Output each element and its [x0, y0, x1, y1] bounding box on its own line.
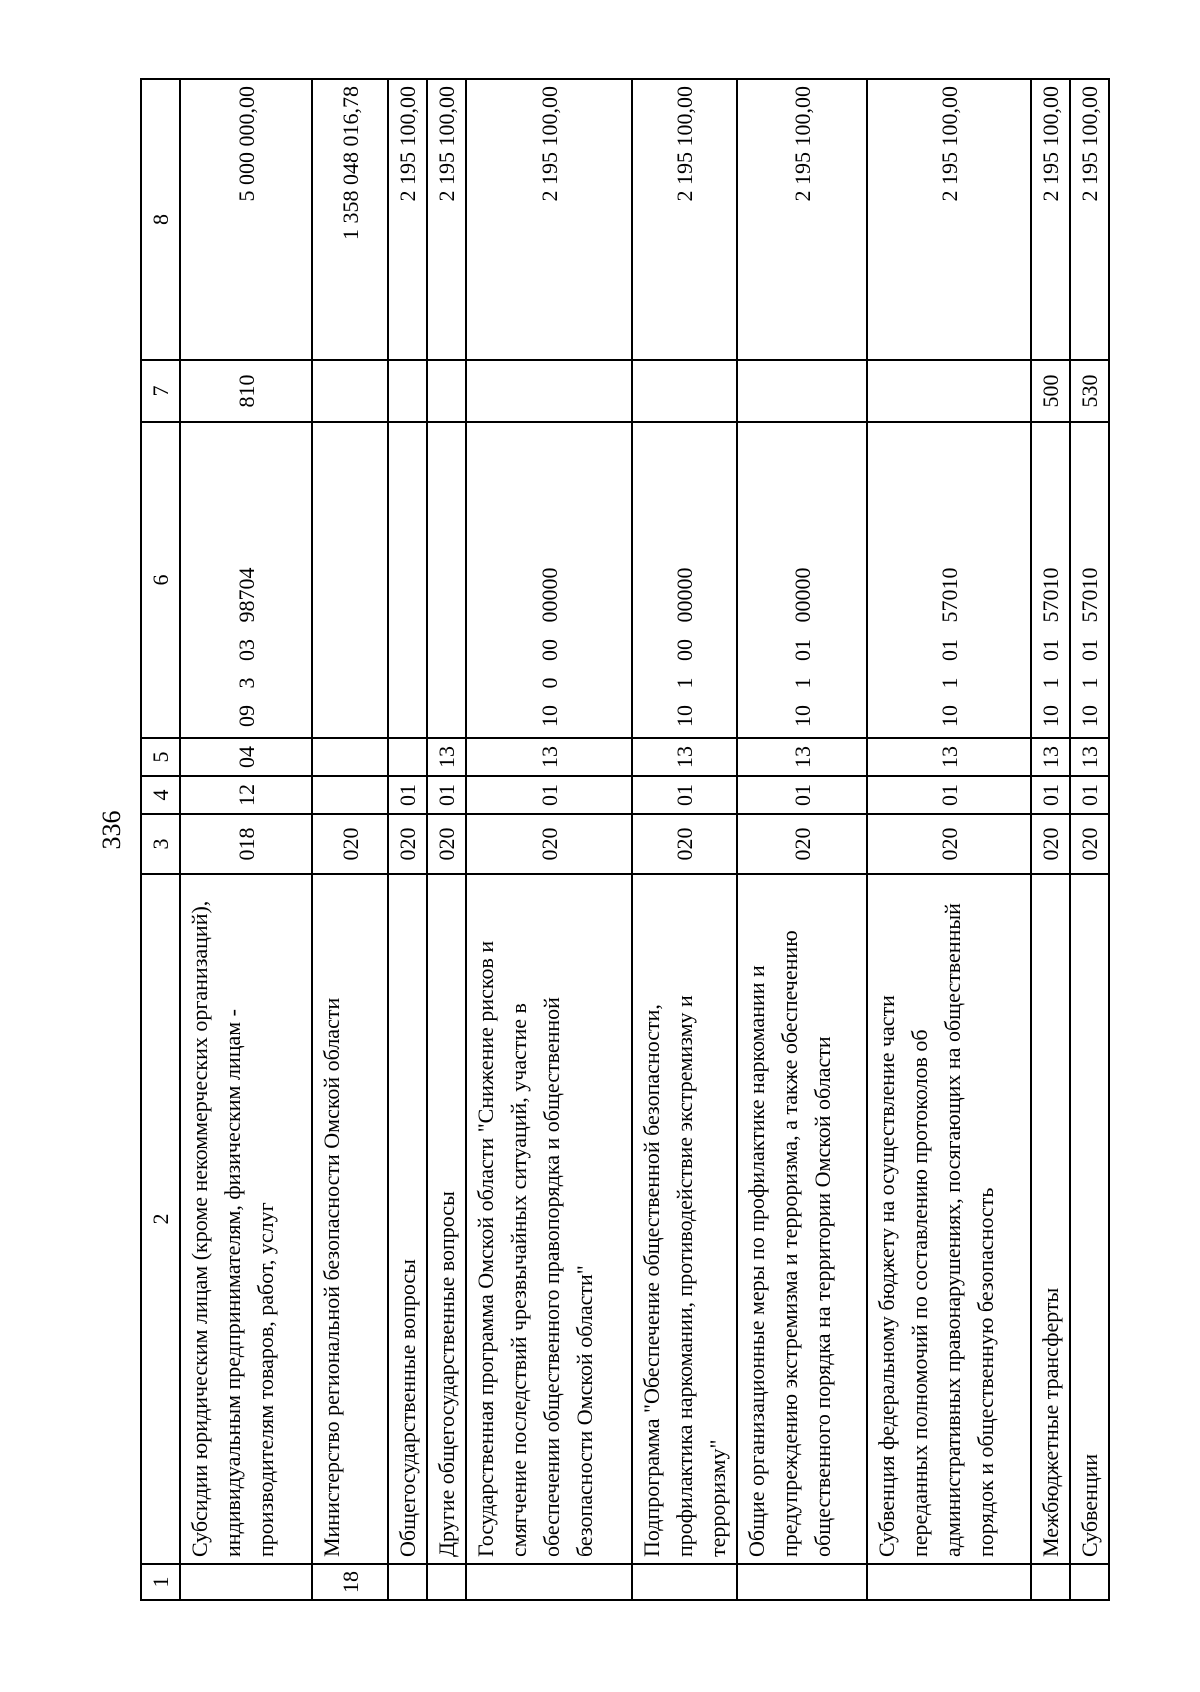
amount: 1 358 048 016,78	[312, 79, 388, 360]
row-number	[466, 1564, 632, 1600]
amount: 2 195 100,00	[1070, 79, 1109, 360]
section-code: 12	[180, 776, 312, 814]
item-name: Министерство региональной безопасности Омской области	[312, 874, 388, 1564]
item-name: Субсидии юридическим лицам (кроме некоммерческих организаций), индивидуальным предпринимателям, физическим лицам - производителям товаров, работ, услуг	[180, 874, 312, 1564]
ministry-code: 020	[466, 814, 632, 874]
ministry-code: 020	[737, 814, 867, 874]
row-number	[388, 1564, 427, 1600]
ministry-code: 020	[1070, 814, 1109, 874]
amount: 2 195 100,00	[466, 79, 632, 360]
expense-type-code	[737, 360, 867, 422]
column-header: 8	[141, 79, 180, 360]
page-number: 336	[97, 810, 126, 850]
amount: 2 195 100,00	[388, 79, 427, 360]
subsection-code: 13	[1070, 738, 1109, 776]
subsection-code: 13	[466, 738, 632, 776]
ministry-code: 020	[867, 814, 1031, 874]
row-number	[180, 1564, 312, 1600]
amount: 2 195 100,00	[737, 79, 867, 360]
ministry-code: 018	[180, 814, 312, 874]
ministry-code: 020	[632, 814, 737, 874]
target-article-code	[388, 422, 427, 738]
section-code: 01	[1070, 776, 1109, 814]
table-row	[388, 79, 427, 1600]
section-code: 01	[466, 776, 632, 814]
expense-type-code	[466, 360, 632, 422]
amount: 5 000 000,00	[180, 79, 312, 360]
target-article-code	[427, 422, 466, 738]
column-header: 5	[141, 738, 180, 776]
row-number	[427, 1564, 466, 1600]
target-article-code: 10 1 01 57010	[1031, 422, 1070, 738]
section-code: 01	[737, 776, 867, 814]
table-row	[867, 79, 1031, 1600]
expense-type-code: 530	[1070, 360, 1109, 422]
expense-type-code: 500	[1031, 360, 1070, 422]
ministry-code: 020	[1031, 814, 1070, 874]
subsection-code	[388, 738, 427, 776]
table-row	[427, 79, 466, 1600]
subsection-code	[312, 738, 388, 776]
amount: 2 195 100,00	[867, 79, 1031, 360]
item-name: Другие общегосударственные вопросы	[427, 874, 466, 1564]
expense-type-code	[427, 360, 466, 422]
subsection-code: 13	[1031, 738, 1070, 776]
row-number	[632, 1564, 737, 1600]
expense-type-code	[632, 360, 737, 422]
row-number	[867, 1564, 1031, 1600]
amount: 2 195 100,00	[427, 79, 466, 360]
expense-type-code: 810	[180, 360, 312, 422]
subsection-code: 13	[867, 738, 1031, 776]
section-code	[312, 776, 388, 814]
table-row	[466, 79, 632, 1600]
section-code: 01	[427, 776, 466, 814]
expense-type-code	[388, 360, 427, 422]
target-article-code: 10 1 01 57010	[1070, 422, 1109, 738]
ministry-code: 020	[427, 814, 466, 874]
row-number	[737, 1564, 867, 1600]
column-header: 2	[141, 874, 180, 1564]
rotated-table-container	[140, 80, 1100, 1601]
subsection-code: 13	[632, 738, 737, 776]
subsection-code: 13	[737, 738, 867, 776]
table-row	[737, 79, 867, 1600]
subsection-code: 13	[427, 738, 466, 776]
item-name: Подпрограмма "Обеспечение общественной безопасности, профилактика наркомании, противодействие экстремизму и терроризму"	[632, 874, 737, 1564]
ministry-code: 020	[388, 814, 427, 874]
row-number	[1031, 1564, 1070, 1600]
section-code: 01	[388, 776, 427, 814]
column-header: 3	[141, 814, 180, 874]
column-header: 7	[141, 360, 180, 422]
row-number: 18	[312, 1564, 388, 1600]
expense-type-code	[312, 360, 388, 422]
column-header: 4	[141, 776, 180, 814]
subsection-code: 04	[180, 738, 312, 776]
target-article-code: 10 1 00 00000	[632, 422, 737, 738]
section-code: 01	[867, 776, 1031, 814]
amount: 2 195 100,00	[632, 79, 737, 360]
item-name: Межбюджетные трансферты	[1031, 874, 1070, 1564]
ministry-code: 020	[312, 814, 388, 874]
item-name: Субвенции	[1070, 874, 1109, 1564]
target-article-code	[312, 422, 388, 738]
row-number	[1070, 1564, 1109, 1600]
table-row	[1031, 79, 1070, 1600]
table-row	[632, 79, 737, 1600]
target-article-code: 09 3 03 98704	[180, 422, 312, 738]
table-row	[312, 79, 388, 1600]
table-row	[180, 79, 312, 1600]
section-code: 01	[1031, 776, 1070, 814]
column-header: 6	[141, 422, 180, 738]
expense-type-code	[867, 360, 1031, 422]
item-name: Государственная программа Омской области "Снижение рисков и смягчение последствий чрезвычайных ситуаций, участие в обеспечении общественного правопорядка и общественной безопасности Омской области"	[466, 874, 632, 1564]
table-row	[1070, 79, 1109, 1600]
amount: 2 195 100,00	[1031, 79, 1070, 360]
section-code: 01	[632, 776, 737, 814]
header-row	[141, 79, 180, 1600]
budget-table	[140, 78, 1110, 1601]
item-name: Общегосударственные вопросы	[388, 874, 427, 1564]
item-name: Субвенция федеральному бюджету на осуществление части переданных полномочий по составлению протоколов об административных правонарушениях, посягающих на общественный порядок и общественную безопасность	[867, 874, 1031, 1564]
item-name: Общие организационные меры по профилактике наркомании и предупреждению экстремизма и терроризма, а также обеспечению общественного порядка на территории Омской области	[737, 874, 867, 1564]
target-article-code: 10 0 00 00000	[466, 422, 632, 738]
target-article-code: 10 1 01 00000	[737, 422, 867, 738]
target-article-code: 10 1 01 57010	[867, 422, 1031, 738]
column-header: 1	[141, 1564, 180, 1600]
